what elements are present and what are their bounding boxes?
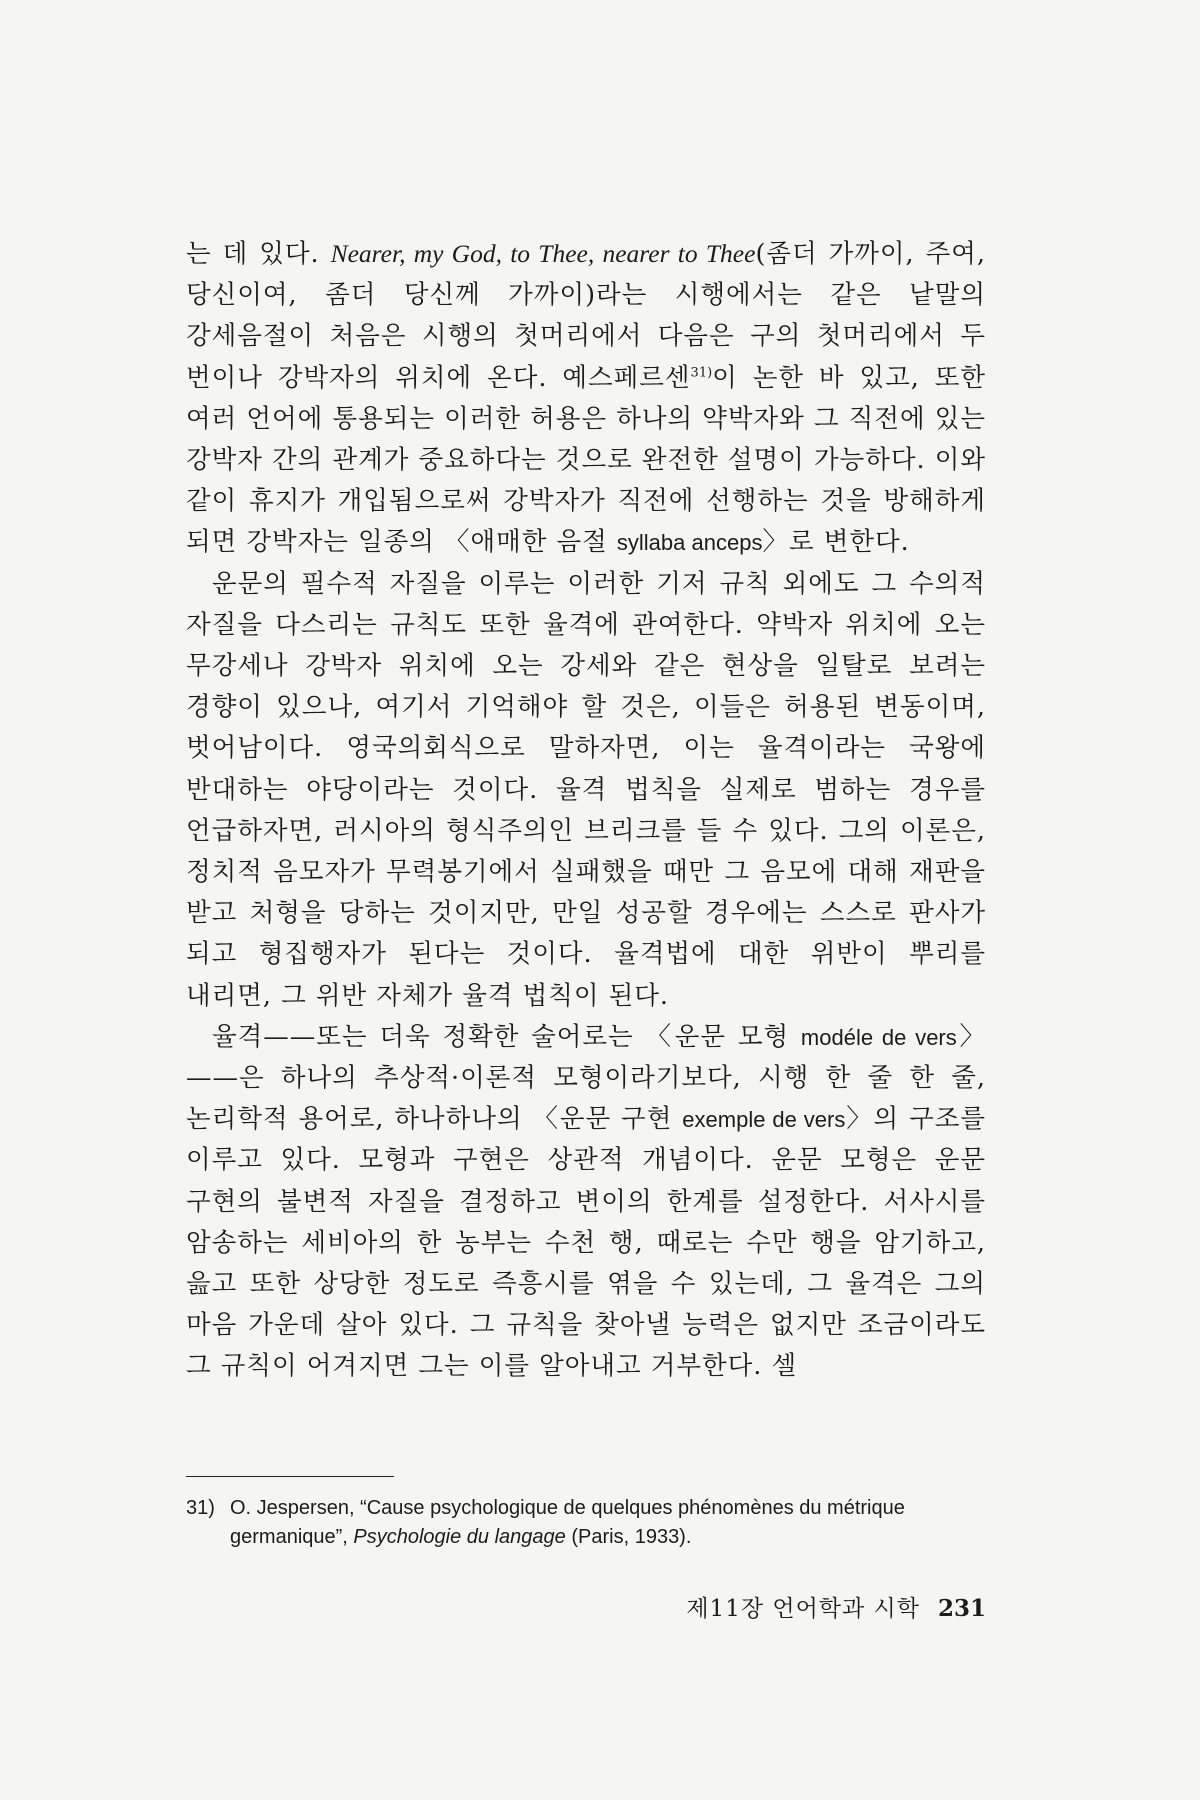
footnote-line-2: germanique”, Psychologie du langage (Paris, 1933).	[230, 1526, 692, 1548]
page-number: 231	[937, 1595, 986, 1622]
french-term-model: modéle de vers	[800, 1024, 957, 1050]
english-quote: Nearer, my God, to Thee, nearer to Thee	[330, 239, 756, 268]
footnote-book-title: Psychologie du langage	[353, 1526, 566, 1548]
paragraph-2: 운문의 필수적 자질을 이루는 이러한 기저 규칙 외에도 그 수의적 자질을 다스리는 규칙도 또한 율격에 관여한다. 약박자 위치에 오는 무강세나 강박자 위치에 오는 강세와 같은 현상을 일탈로 보려는 경향이 있으나, 여기서 기억해야 할 것은, 이들은 허용된 변동이며, 벗어남이다. 영국의회식으로 말하자면, 이는 율격이라는 국왕에 반대하는 야당이라는 것이다. 율격 법칙을 실제로 범하는 경우를 언급하자면, 러시아의 형식주의인 브리크를 들 수 있다. 그의 이론은, 정치적 음모자가 무력봉기에서 실패했을 때만 그 음모에 대해 재판을 받고 처형을 당하는 것이지만, 만일 성공할 경우에는 스스로 판사가 되고 형집행자가 된다는 것이다. 율격법에 대한 위반이 뿌리를 내리면, 그 위반 자체가 율격 법칙이 된다.	[186, 568, 986, 1011]
footnote-line-1: 31) O. Jespersen, “Cause psychologique de quelques phénomènes du métrique	[186, 1494, 986, 1523]
footnote	[186, 1494, 986, 1552]
body-text	[186, 233, 986, 1388]
footnote-ref[interactable]: 31)	[690, 365, 713, 381]
paragraph-1: 는 데 있다. Nearer, my God, to Thee, nearer to Thee(좀더 가까이, 주여, 당신이여, 좀더 당신께 가까이)라는 시행에서는 같은 낱말의 강세음절이 처음은 시행의 첫머리에서 다음은 구의 첫머리에서 두 번이나 강박자의 위치에 온다. 예스페르센$^{31)}$이 논한 바 있고, 또한 여러 언어에 통용되는 이러한 허용은 하나의 약박자와 그 직전에 있는 강박자 간의 관계가 중요하다는 것으로 완전한 설명이 가능하다. 이와 같이 휴지가 개입됨으로써 강박자가 직전에 선행하는 것을 방해하게 되면 강박자는 일종의 〈애매한 음절 syllaba anceps〉로 변한다.	[186, 239, 987, 558]
footnote-divider	[186, 1476, 394, 1477]
latin-term: syllaba anceps	[616, 530, 763, 556]
chapter-title: 제11장 언어학과 시학	[686, 1596, 920, 1622]
running-footer	[660, 1590, 986, 1623]
footnote-number: 31)	[186, 1497, 215, 1519]
french-term-example: exemple de vers	[682, 1107, 846, 1133]
paragraph-3: 율격——또는 더욱 정확한 술어로는 〈운문 모형 modéle de vers〉——은 하나의 추상적·이론적 모형이라기보다, 시행 한 줄 한 줄, 논리학적 용어로, 하나하나의 〈운문 구현 exemple de vers〉의 구조를 이루고 있다. 모형과 구현은 상관적 개념이다. 운문 모형은 운문 구현의 불변적 자질을 결정하고 변이의 한계를 설정한다. 서사시를 암송하는 세비아의 한 농부는 수천 행, 때로는 수만 행을 암기하고, 읊고 또한 상당한 정도로 즉흥시를 엮을 수 있는데, 그 율격은 그의 마음 가운데 살아 있다. 그 규칙을 찾아낼 능력은 없지만 조금이라도 그 규칙이 어겨지면 그는 이를 알아내고 거부한다. 셀	[186, 1021, 987, 1382]
